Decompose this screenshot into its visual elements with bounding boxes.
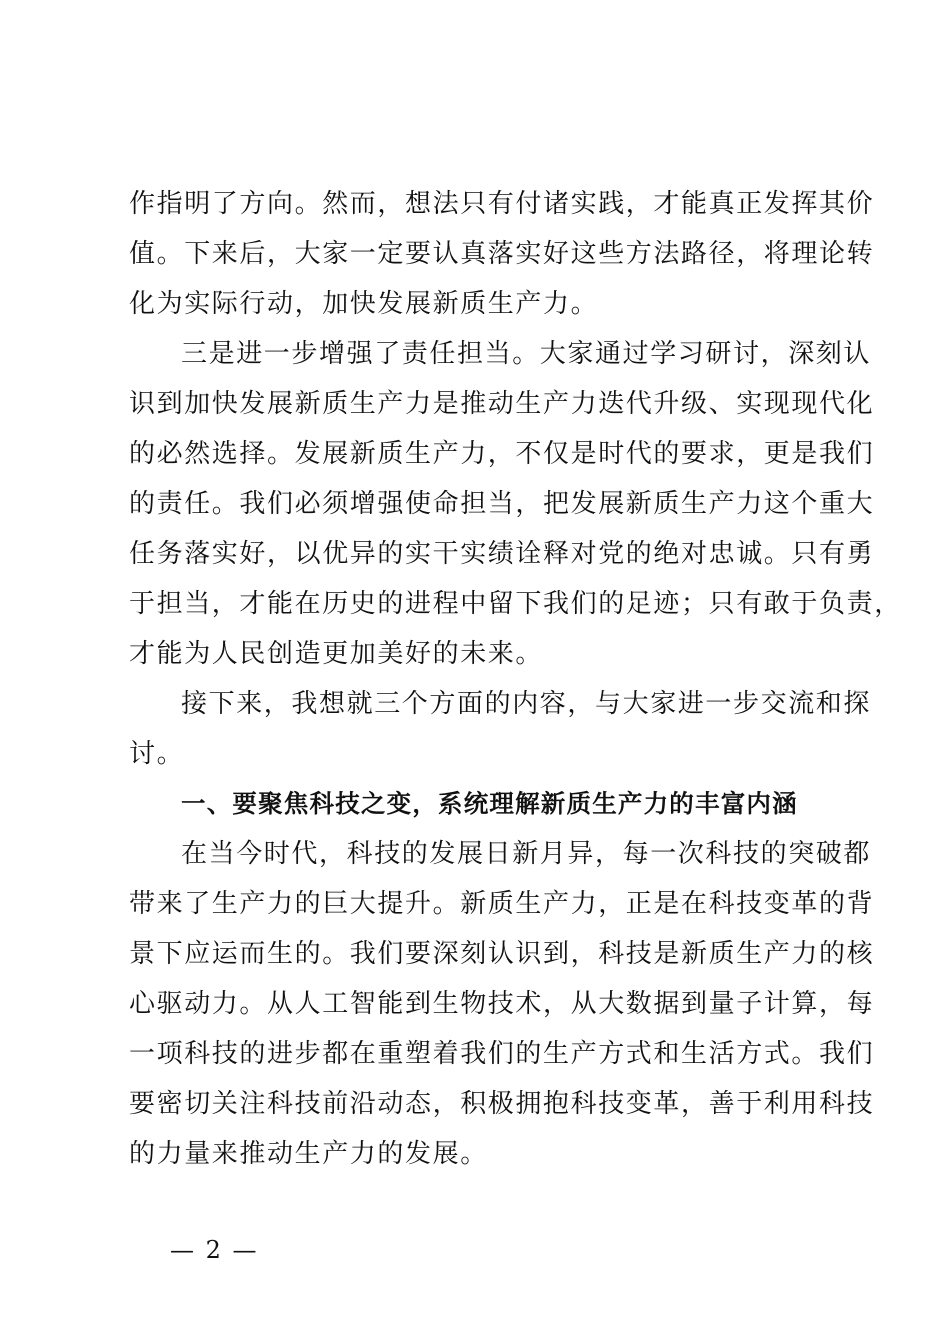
text-line: 任务落实好，以优异的实干实绩诠释对党的绝对忠诚。只有勇 <box>129 539 875 569</box>
text-line: 才能为人民创造更加美好的未来。 <box>129 639 544 669</box>
text-line: 作指明了方向。然而，想法只有付诸实践，才能真正发挥其价 <box>129 189 875 219</box>
paragraph-start-line: 三是进一步增强了责任担当。大家通过学习研讨，深刻认 <box>181 339 872 369</box>
document-body <box>129 179 902 1179</box>
text-line: 识到加快发展新质生产力是推动生产力迭代升级、实现现代化 <box>129 389 875 419</box>
section-heading: 一、要聚焦科技之变，系统理解新质生产力的丰富内涵 <box>181 789 798 818</box>
paragraph-start-line: 接下来，我想就三个方面的内容，与大家进一步交流和探 <box>181 689 872 719</box>
text-line: 心驱动力。从人工智能到生物技术，从大数据到量子计算，每 <box>129 989 875 1019</box>
text-line: 要密切关注科技前沿动态，积极拥抱科技变革，善于利用科技 <box>129 1089 875 1119</box>
text-line: 于担当，才能在历史的进程中留下我们的足迹；只有敢于负责， <box>129 589 902 619</box>
text-line: 带来了生产力的巨大提升。新质生产力，正是在科技变革的背 <box>129 889 875 919</box>
text-line: 讨。 <box>129 739 185 769</box>
paragraph-start-line: 在当今时代，科技的发展日新月异，每一次科技的突破都 <box>181 839 872 869</box>
text-line: 值。下来后，大家一定要认真落实好这些方法路径，将理论转 <box>129 239 875 269</box>
text-line: 的责任。我们必须增强使命担当，把发展新质生产力这个重大 <box>129 489 875 519</box>
text-line: 的力量来推动生产力的发展。 <box>129 1139 488 1169</box>
text-line: 一项科技的进步都在重塑着我们的生产方式和生活方式。我们 <box>129 1039 875 1069</box>
text-line: 景下应运而生的。我们要深刻认识到，科技是新质生产力的核 <box>129 939 875 969</box>
page-number: — 2 — <box>170 1236 259 1264</box>
text-line: 化为实际行动，加快发展新质生产力。 <box>129 289 599 319</box>
text-line: 的必然选择。发展新质生产力，不仅是时代的要求，更是我们 <box>129 439 875 469</box>
